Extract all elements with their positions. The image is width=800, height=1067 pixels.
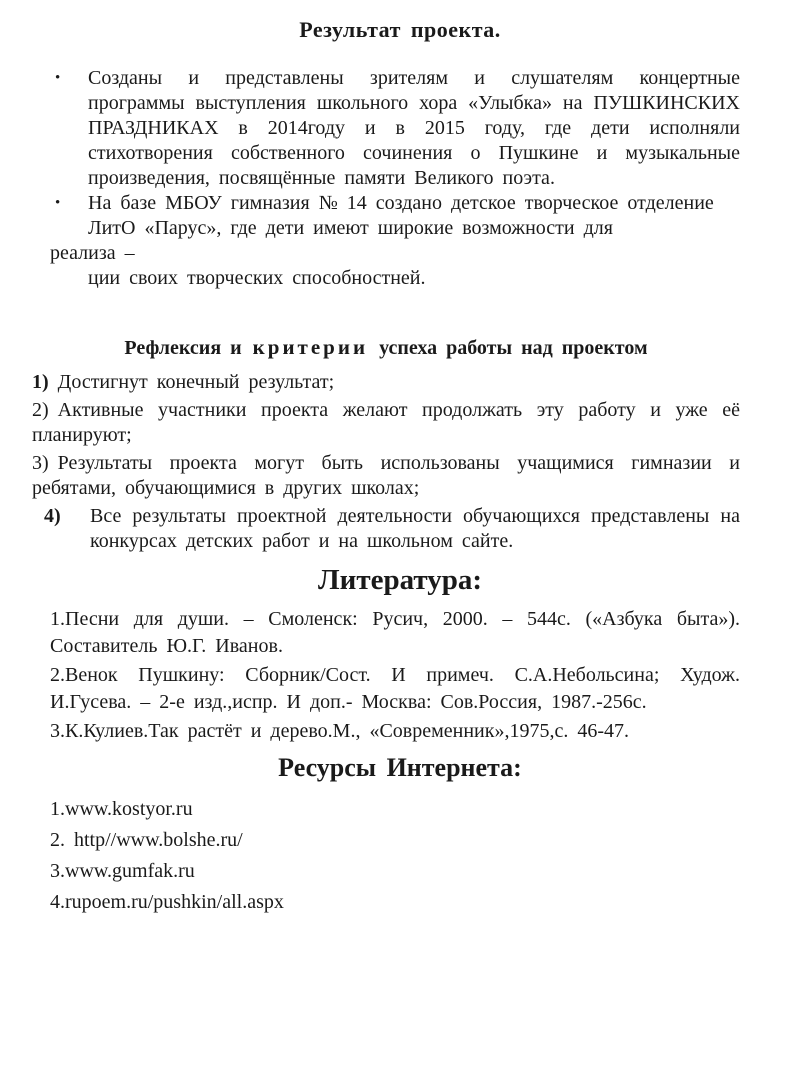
- item-text: Все результаты проектной деятельности обучающихся представлены на конкурсах детских работ и на школьном сайте.: [90, 505, 740, 552]
- result-bullet-2-text: На базе МБОУ гимназия № 14 создано детское творческое отделение: [88, 192, 714, 214]
- internet-resources-section: [32, 751, 740, 915]
- item-number: 4): [44, 505, 61, 527]
- item-number: 3): [32, 452, 49, 474]
- reflection-heading: [32, 333, 740, 362]
- internet-item-1: 1.www.kostyor.ru: [50, 798, 193, 820]
- bullet-marker-icon: •: [55, 195, 61, 211]
- reflection-item-2: [32, 398, 740, 448]
- reflection-item-1: [32, 370, 740, 395]
- reflection-heading-part2: успеха работы над проектом: [379, 337, 648, 359]
- result-bullet-1-text: Созданы и представлены зрителям и слушателям концертные программы выступления школьного хора «Улыбка» на ПУШКИНСКИХ ПРАЗДНИКАХ в 2014году и в 2015 году, где дети исполняли стихотворения собственного сочинения о Пушкине и музыкальные произведения, посвящённые памяти Великого поэта.: [88, 67, 740, 189]
- literature-item-2: 2.Венок Пушкину: Сборник/Сост. И примеч. С.А.Небольсина; Худож. И.Гусева. – 2-е изд.,испр. И доп.- Москва: Сов.Россия, 1987.-256с.: [50, 664, 740, 713]
- literature-item-3: 3.К.Кулиев.Так растёт и дерево.М., «Современник»,1975,с. 46-47.: [50, 720, 630, 742]
- internet-item-4: 4.rupoem.ru/pushkin/all.aspx: [50, 891, 284, 913]
- item-text: Достигнут конечный результат;: [57, 371, 335, 393]
- continuation-line-1: ЛитО «Парус», где дети имеют широкие возможности для: [88, 217, 613, 239]
- literature-item-1: 1.Песни для души. – Смоленск: Русич, 2000. – 544с. («Азбука быта»). Составитель Ю.Г. Иванов.: [50, 608, 740, 657]
- result-bullet-2: [32, 191, 740, 216]
- reflection-section: [32, 333, 740, 554]
- result-bullet-1: [32, 66, 740, 191]
- item-number: 2): [32, 399, 49, 421]
- continuation-line-2: реализа –: [50, 242, 135, 264]
- item-text: Активные участники проекта желают продолжать эту работу и уже её планируют;: [32, 399, 740, 446]
- bullet-marker-icon: •: [55, 70, 61, 86]
- page-title: Результат проекта.: [299, 17, 501, 42]
- reflection-heading-part1: Рефлексия и: [124, 337, 242, 359]
- internet-heading: Ресурсы Интернета:: [278, 753, 522, 782]
- reflection-item-4: [32, 504, 740, 554]
- internet-item-2: 2. http//www.bolshe.ru/: [50, 829, 243, 851]
- item-text: Результаты проекта могут быть использованы учащимися гимназии и ребятами, обучающимися в других школах;: [32, 452, 740, 499]
- reflection-heading-emphasis: критерии: [252, 335, 369, 359]
- literature-section: [32, 562, 740, 745]
- literature-heading: Литература:: [318, 564, 482, 596]
- internet-item-3: 3.www.gumfak.ru: [50, 860, 195, 882]
- reflection-item-3: [32, 451, 740, 501]
- continuation-line-3: ции своих творческих способностней.: [88, 267, 426, 289]
- results-section: [32, 66, 740, 291]
- item-number: 1): [32, 371, 49, 393]
